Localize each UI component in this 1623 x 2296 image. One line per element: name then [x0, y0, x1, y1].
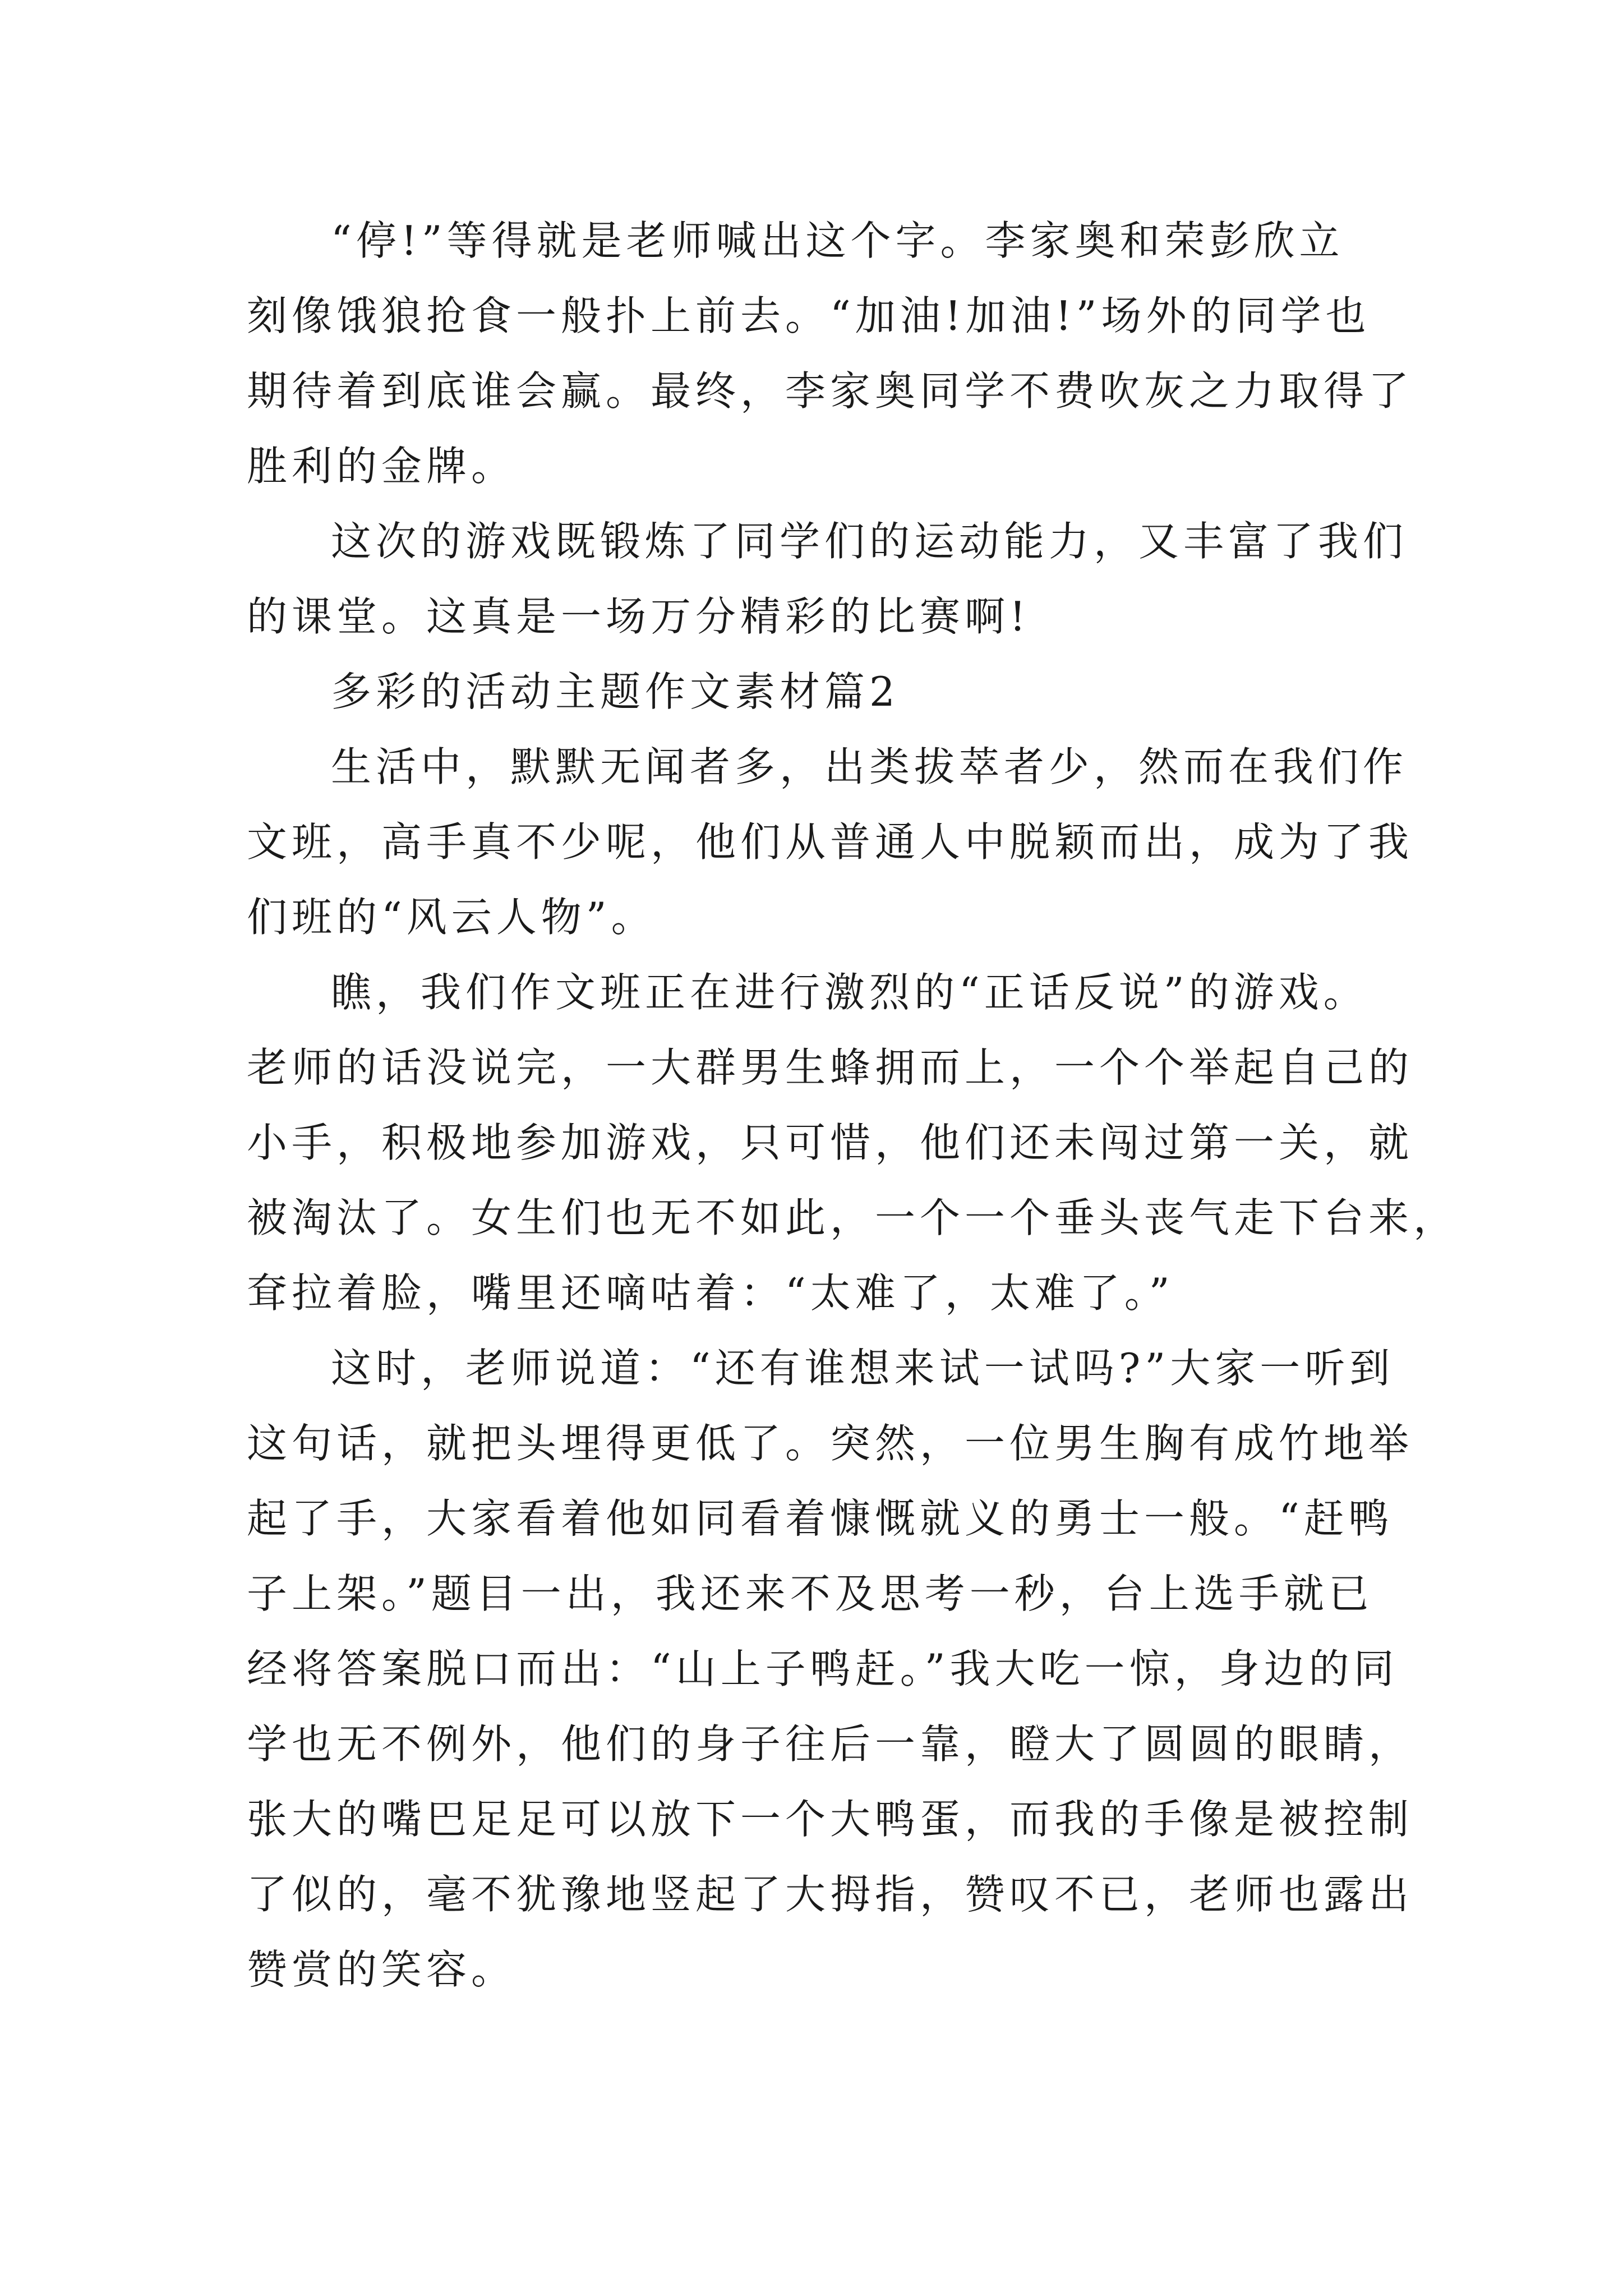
document-body	[247, 203, 1459, 2007]
text-line: 们班的“风云人物”。	[247, 894, 656, 941]
text-line: 生活中，默默无闻者多，出类拔萃者少，然而在我们作	[331, 743, 1408, 790]
text-line: 文班，高手真不少呢，他们从普通人中脱颖而出，成为了我	[247, 818, 1414, 866]
text-line: 刻像饿狼抢食一般扑上前去。“加油!加油!”场外的同学也	[247, 292, 1371, 339]
text-line: 耷拉着脸，嘴里还嘀咕着：“太难了，太难了。”	[247, 1269, 1174, 1317]
text-line: 这时，老师说道：“还有谁想来试一试吗?”大家一听到	[331, 1345, 1395, 1392]
text-line: “停!”等得就是老师喊出这个字。李家奥和荣彭欣立	[331, 217, 1344, 264]
text-line: 了似的，毫不犹豫地竖起了大拇指，赞叹不已，老师也露出	[247, 1871, 1414, 1918]
text-line: 多彩的活动主题作文素材篇2	[331, 668, 900, 715]
text-line: 老师的话没说完，一大群男生蜂拥而上，一个个举起自己的	[247, 1044, 1414, 1091]
text-line: 子上架。”题目一出，我还来不及思考一秒，台上选手就已	[247, 1570, 1373, 1617]
text-line: 期待着到底谁会赢。最终，李家奥同学不费吹灰之力取得了	[247, 367, 1414, 415]
text-line: 的课堂。这真是一场万分精彩的比赛啊!	[247, 593, 1030, 640]
text-line: 学也无不例外，他们的身子往后一靠，瞪大了圆圆的眼睛，	[247, 1720, 1414, 1768]
text-line: 小手，积极地参加游戏，只可惜，他们还未闯过第一关，就	[247, 1119, 1414, 1166]
text-line: 赞赏的笑容。	[247, 1946, 517, 1993]
text-line: 这次的游戏既锻炼了同学们的运动能力，又丰富了我们	[331, 518, 1408, 565]
text-line: 起了手，大家看着他如同看着慷慨就义的勇士一般。“赶鸭	[247, 1495, 1394, 1542]
text-line: 这句话，就把头埋得更低了。突然，一位男生胸有成竹地举	[247, 1420, 1414, 1467]
text-line: 被淘汰了。女生们也无不如此，一个一个垂头丧气走下台来，	[247, 1194, 1459, 1241]
text-line: 张大的嘴巴足足可以放下一个大鸭蛋，而我的手像是被控制	[247, 1796, 1414, 1843]
text-line: 胜利的金牌。	[247, 443, 517, 490]
text-line: 瞧，我们作文班正在进行激烈的“正话反说”的游戏。	[331, 969, 1368, 1016]
text-line: 经将答案脱口而出：“山上子鸭赶。”我大吃一惊，身边的同	[247, 1645, 1399, 1692]
